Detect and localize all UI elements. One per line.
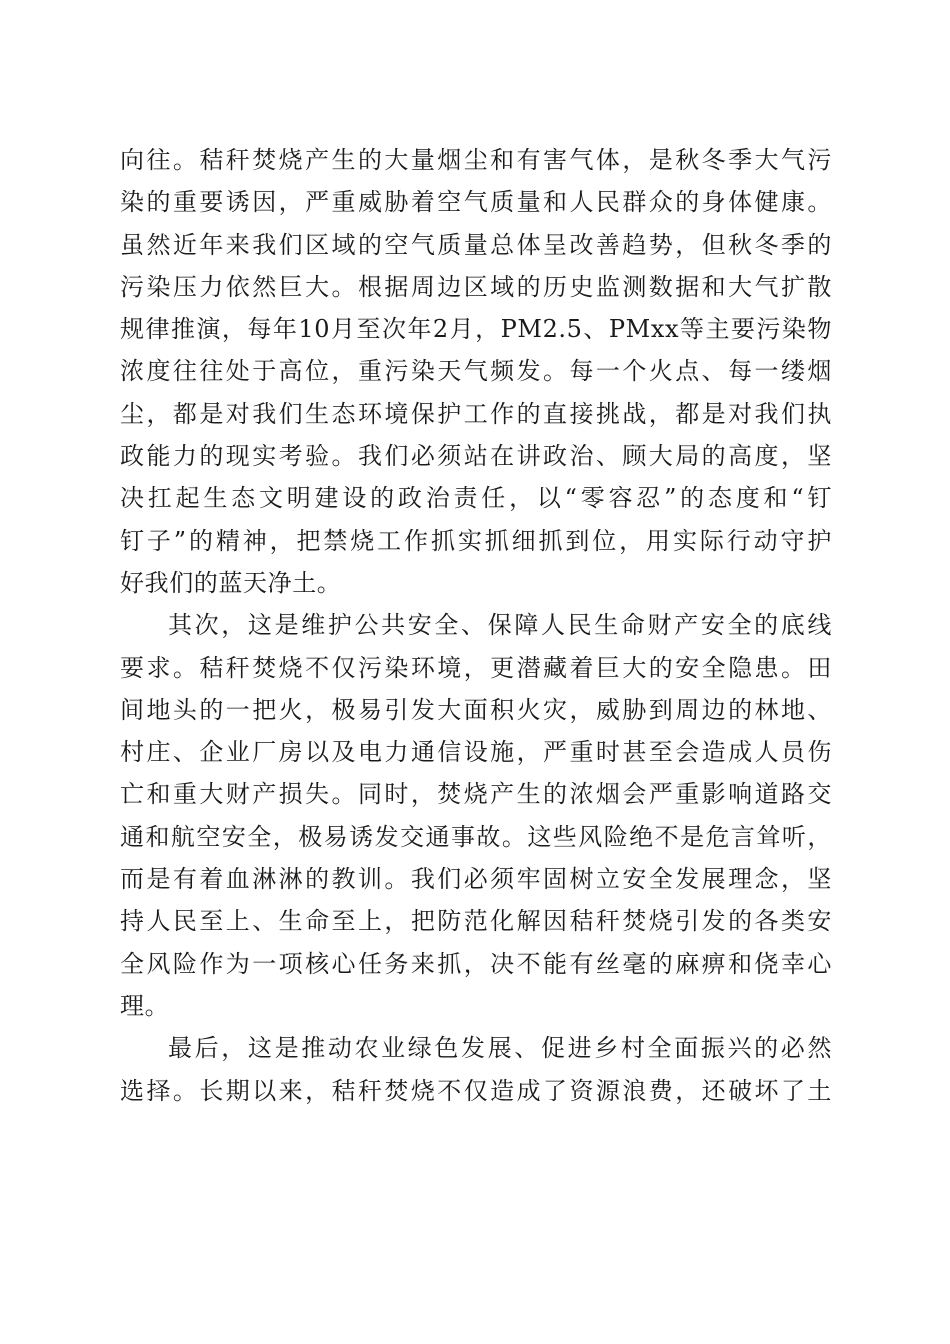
- body-text: [120, 139, 832, 1112]
- text-line: 持人民至上、生命至上，把防范化解因秸秆焚烧引发的各类安: [120, 907, 832, 936]
- text-line: 政能力的现实考验。我们必须站在讲政治、顾大局的高度，坚: [120, 442, 832, 471]
- text-line: 理。: [120, 991, 170, 1020]
- text-line: 亡和重大财产损失。同时，焚烧产生的浓烟会严重影响道路交: [120, 780, 832, 809]
- text-line: 间地头的一把火，极易引发大面积火灾，威胁到周边的林地、: [120, 695, 832, 724]
- text-line: 其次，这是维护公共安全、保障人民生命财产安全的底线: [168, 611, 832, 640]
- text-line: 全风险作为一项核心任务来抓，决不能有丝毫的麻痹和侥幸心: [120, 949, 832, 978]
- text-line: 污染压力依然巨大。根据周边区域的历史监测数据和大气扩散: [120, 272, 832, 301]
- text-line: 最后，这是推动农业绿色发展、促进乡村全面振兴的必然: [168, 1034, 832, 1063]
- text-line: 浓度往往处于高位，重污染天气频发。每一个火点、每一缕烟: [120, 357, 832, 386]
- text-line: 选择。长期以来，秸秆焚烧不仅造成了资源浪费，还破坏了土: [120, 1076, 832, 1105]
- text-line: 尘，都是对我们生态环境保护工作的直接挑战，都是对我们执: [120, 399, 832, 428]
- text-line: 规律推演，每年10月至次年2月，PM2.5、PMxx等主要污染物: [120, 315, 832, 344]
- text-line: 虽然近年来我们区域的空气质量总体呈改善趋势，但秋冬季的: [120, 230, 832, 259]
- text-line: 而是有着血淋淋的教训。我们必须牢固树立安全发展理念，坚: [120, 865, 832, 894]
- text-line: 村庄、企业厂房以及电力通信设施，严重时甚至会造成人员伤: [120, 738, 832, 767]
- text-line: 向往。秸秆焚烧产生的大量烟尘和有害气体，是秋冬季大气污: [120, 146, 832, 174]
- text-line: 钉子”的精神，把禁烧工作抓实抓细抓到位，用实际行动守护: [120, 526, 832, 555]
- text-line: 染的重要诱因，严重威胁着空气质量和人民群众的身体健康。: [120, 188, 832, 217]
- text-line: 通和航空安全，极易诱发交通事故。这些风险绝不是危言耸听，: [120, 822, 832, 851]
- text-line: 决扛起生态文明建设的政治责任，以“零容忍”的态度和“钉: [120, 484, 832, 513]
- text-line: 要求。秸秆焚烧不仅污染环境，更潜藏着巨大的安全隐患。田: [120, 653, 832, 682]
- text-line: 好我们的蓝天净土。: [120, 568, 342, 597]
